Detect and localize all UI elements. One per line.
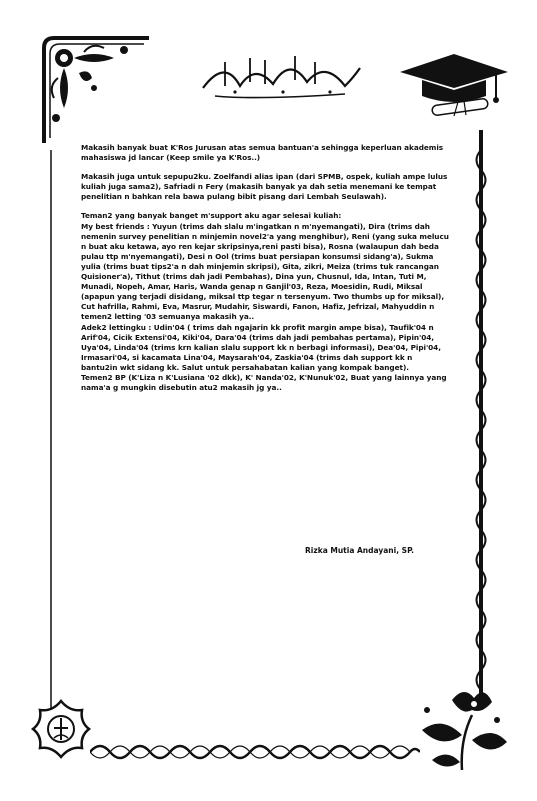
paragraph-bp-friends: Temen2 BP (K'Liza n K'Lusiana '02 dkk), K' Nanda'02, K'Nunuk'02, Buat yang lainnya yang nama'a g mungkin disebutin atu2 makasih jg ya.. [81,372,447,393]
floral-ornament-icon [412,680,512,775]
paragraph-cousins: Makasih juga untuk sepupu2ku. Zoelfandi alias ipan (dari SPMB, ospek, kuliah ampe lulus kuliah juga sama2), Safriadi n Fery (makasih banyak ya dah setia menemani ke tempat penelitian n bahkan rela bawa pulang bibit pisang dari Lembah Seulawah). [81,172,448,202]
right-vine-border-icon [470,130,492,710]
bottom-ornamental-border-icon [90,738,420,766]
paragraph-best-friends: My best friends : Yuyun (trims dah slalu m'ingatkan n m'nyemangati), Dira (trims dah nemenin survey penelitian n minjemin novel2'a yang menghibur), Reni (yang suka melucu n buat aku ketawa, ayo ren kejar skripsinya,reni pasti bisa), Rosna (walaupun dah beda pulau ttp m'nyemangati), Desi n Ool (trims buat persiapan konsumsi sidang'a), Sukma yulia (trims buat tips2'a n dah minjemin skripsi), Gita, zikri, Meiza (trims tuk rancangan Quisioner'a), Tithut (trims dah jadi Pembahas), Dina yun, Chusnul, Ida, Intan, Tuti M, Munadi, Nopeh, Amar, Haris, Wanda genap n Ganjil'03, Reza, Moesidin, Rudi, Miksal (apapun yang terjadi disidang, miksal ttp tegar n tersenyum. Two thumbs up for miksal), Cut hafrilla, Rahmi, Eva, Masrur, Mudahir, Siswardi, Fanon, Hafiz, Jefrizal, Mahyuddin n temen2 letting '03 semuanya makasih ya.. [81,221,449,322]
university-emblem-icon [30,698,92,760]
author-signature: Rizka Mutia Andayani, SP. [305,546,415,555]
graduation-cap-icon [392,50,512,120]
arabic-calligraphy-icon [195,48,365,103]
acknowledgement-body [81,143,451,393]
paragraph-jurusan: Makasih banyak buat K'Ros Jurusan atas semua bantuan'a sehingga keperluan akademis mahasiswa jd lancar (Keep smile ya K'Ros..) [81,143,444,163]
floral-corner-ornament-icon [34,28,154,148]
paragraph-friends-heading: Teman2 yang banyak banget m'support aku agar selesai kuliah: [81,211,342,221]
paragraph-juniors: Adek2 lettingku : Udin'04 ( trims dah ngajarin kk profit margin ampe bisa), Taufik'04 n Arif'04, Cicik Extensi'04, Kiki'04, Dara'04 (trims dah jadi pembahas pertama), Pipin'04, Uya'04, Linda'04 (trims krn kalian slalu support kk n berbagi informasi), Dea'04, Pipi'04, Irmasari'04, si kacamata Lina'04, Maysarah'04, Zaskia'04 (trims dah support kk n bantu2in wkt sidang kk. Salut untuk persahabatan kalian yang kompak banget). [81,322,441,372]
left-vine-border-icon [40,150,62,710]
